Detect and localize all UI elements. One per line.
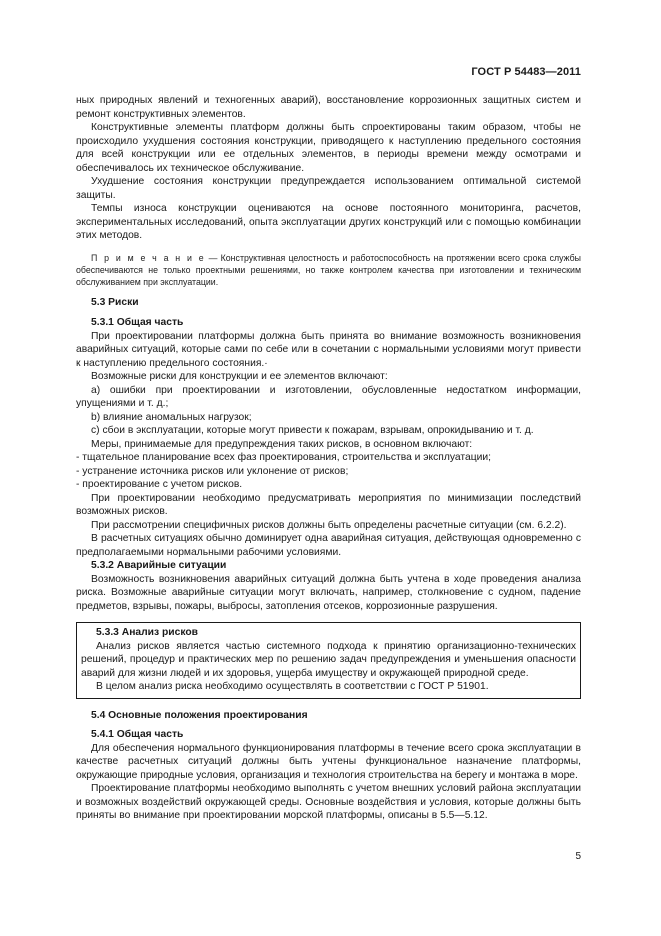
boxed-section <box>76 622 581 699</box>
paragraph: В расчетных ситуациях обычно доминирует одна аварийная ситуация, действующая одновременно с предполагаемыми нормальными рабочими условиями. <box>76 533 581 558</box>
paragraph: Темпы износа конструкции оцениваются на основе постоянного мониторинга, расчетов, экспериментальных исследований, опыта эксплуатации других конструкций или с помощью комбинации этих методов. <box>76 203 581 241</box>
paragraph: При рассмотрении специфичных рисков должны быть определены расчетные ситуации (см. 6.2.2). <box>91 519 567 531</box>
section-heading: 5.3 Риски <box>91 296 139 308</box>
list-item: - тщательное планирование всех фаз проектирования, строительства и эксплуатации; <box>76 452 492 463</box>
paragraph: Для обеспечения нормального функционирования платформы в течение всего срока эксплуатации в качестве расчетных ситуаций должны быть учтены функциональное назначение платформы, окружающие природные условия, организация и технология строительства на берегу и монтажа в море. <box>76 742 581 781</box>
paragraph: Ухудшение состояния конструкции предупреждается использованием оптимальной системой защиты. <box>76 176 581 201</box>
subsection-heading: 5.3.2 Аварийные ситуации <box>91 560 227 571</box>
note <box>76 252 581 288</box>
document-body <box>76 94 581 823</box>
paragraph: Анализ рисков является частью системного подхода к принятию организационно-технических решений, процедур и практических мер по решению задач предупреждения и уменьшения опасности аварий для жизни людей и их здоровья, ущерба имуществу и окружающей природной среде. <box>81 640 576 679</box>
list-item: c) сбои в эксплуатации, которые могут привести к пожарам, взрывам, опрокидыванию и т. д. <box>91 425 534 436</box>
note-text: — Конструктивная целостность и работоспособность на протяжении всего срока службы обеспечиваются не только проектными решениями, но также контролем качества при изготовлении и техническим обслуживанием при эксплуатации. <box>76 252 581 287</box>
paragraph: При проектировании платформы должна быть принята во внимание возможность возникновения аварийных ситуаций, которые сами по себе или в сочетании с нормальными условиями могут привести к наступлению предельного состояния.· <box>76 330 581 369</box>
document-header: ГОСТ Р 54483—2011 <box>471 66 581 78</box>
paragraph: Возможность возникновения аварийных ситуаций должна быть учтена в ходе проведения анализа риска. Возможные аварийные ситуации могут включать, например, столкновение с судном, падение предметов, взрывы, пожары, выбросы, затопления отсеков, коррозионные разрушения. <box>76 573 581 612</box>
section-heading: 5.4 Основные положения проектирования <box>91 709 308 721</box>
list-item: a) ошибки при проектировании и изготовлении, обусловленные недостатком информации, упущениями и т. д.; <box>76 384 581 409</box>
paragraph: В целом анализ риска необходимо осуществлять в соответствии с ГОСТ Р 51901. <box>96 681 489 692</box>
subsection-heading: 5.4.1 Общая часть <box>91 729 184 740</box>
list-item: - устранение источника рисков или уклонение от рисков; <box>76 465 349 477</box>
paragraph: Меры, принимаемые для предупреждения таких рисков, в основном включают: <box>91 438 473 450</box>
list-item: b) влияние аномальных нагрузок; <box>91 411 252 423</box>
paragraph: При проектировании необходимо предусматривать мероприятия по минимизации последствий возможных рисков. <box>76 492 581 517</box>
note-label: П р и м е ч а н и е <box>91 252 206 263</box>
paragraph: Возможные риски для конструкции и ее элементов включают: <box>91 371 388 382</box>
page-number: 5 <box>575 851 581 862</box>
paragraph: Проектирование платформы необходимо выполнять с учетом внешних условий района эксплуатации и возможных воздействий окружающей среды. Основные воздействия и условия, которые должны быть приняты во внимание при проектировании морской платформы, описаны в 5.5—5.12. <box>76 783 581 821</box>
subsection-heading: 5.3.1 Общая часть <box>91 317 184 328</box>
list-item: - проектирование с учетом рисков. <box>76 479 243 490</box>
paragraph: ных природных явлений и техногенных аварий), восстановление коррозионных защитных систем и ремонт конструктивных элементов. <box>76 95 581 120</box>
subsection-heading: 5.3.3 Анализ рисков <box>96 627 198 638</box>
paragraph: Конструктивные элементы платформ должны быть спроектированы таким образом, чтобы не происходило ухудшения состояния конструкции, приводящего к наступлению предельного состояния для всей конструкции или ее отдельных элементов, в периоды времени между осмотрами и обеспечивалось их техническое обслуживание. <box>76 122 581 174</box>
